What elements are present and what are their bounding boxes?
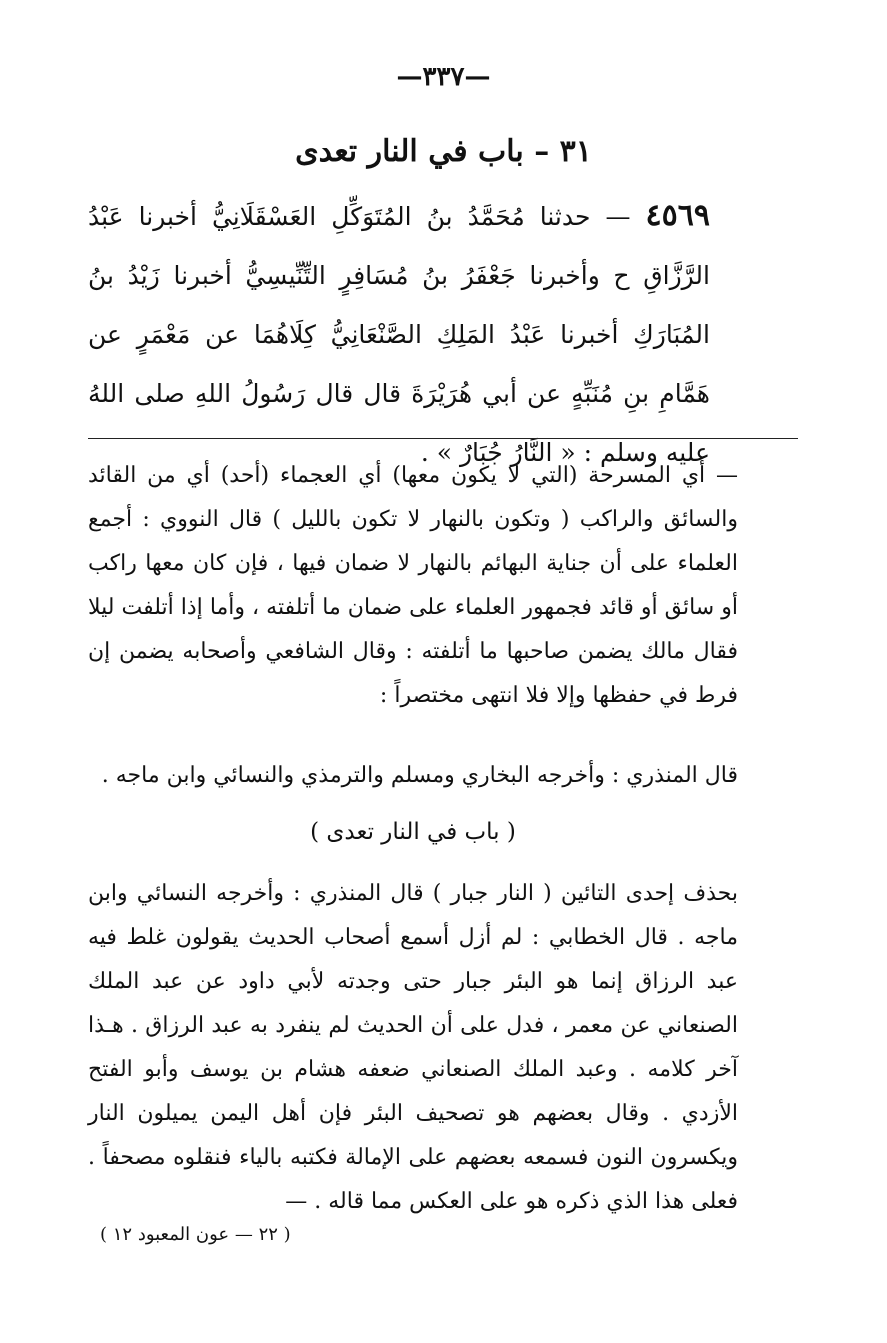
section-sub-title: ( باب في النار تعدى ) bbox=[310, 819, 516, 845]
signature-footer: ( ٢٢ — عون المعبود ١٢ ) bbox=[100, 1224, 291, 1245]
commentary-paragraph-1: — أي المسرحة (التي لا يكون معها) أي العجماء (أحد) أي من القائد والسائق والراكب ( وتكون بالنهار لا تكون بالليل ) قال النووي : أجمع العلماء على أن جناية البهائم بالنهار لا ضمان فيها ، فإن كان معها راكب أو سائق أو قائد فجمهور العلماء على ضمان ما أتلفته ، وأما إذا أتلفت ليلا فقال مالك يضمن صاحبها ما أتلفته : وقال الشافعي وأصحابه يضمن إن فرط في حفظها وإلا فلا انتهى مختصراً : bbox=[88, 463, 738, 708]
chapter-dash: – bbox=[534, 134, 550, 169]
munzhiri-note: قال المنذري : وأخرجه البخاري ومسلم والترمذي والنسائي وابن ماجه . bbox=[101, 763, 738, 788]
chapter-number: ٣١ bbox=[559, 134, 592, 169]
page-number: —٣٣٧— bbox=[396, 62, 491, 92]
chapter-title-text: باب في النار تعدى bbox=[295, 134, 524, 169]
hadith-number: ٤٥٦٩ bbox=[645, 198, 710, 233]
hadith-text: — حدثنا مُحَمَّدُ بنُ المُتَوَكِّلِ العَسْقَلَانِيُّ أخبرنا عَبْدُ الرَّزَّاقِ ح وأخبرنا جَعْفَرُ بنُ مُسَافِرٍ التِّنِّيسِيُّ أخبرنا زَيْدُ بنُ المُبَارَكِ أخبرنا عَبْدُ المَلِكِ الصَّنْعَانِيُّ كِلَاهُمَا عن مَعْمَرٍ عن هَمَّامِ بنِ مُنَبِّهٍ عن أبي هُرَيْرَةَ قال قال رَسُولُ اللهِ صلى اللهُ عليه وسلم : « النَّارُ جُبَارٌ » . bbox=[88, 202, 710, 467]
commentary bbox=[88, 454, 738, 1224]
footnote-divider bbox=[88, 438, 798, 439]
chapter-title bbox=[0, 134, 887, 169]
commentary-paragraph-3: بحذف إحدى التائين ( النار جبار ) قال المنذري : وأخرجه النسائي وابن ماجه . قال الخطابي : لم أزل أسمع أصحاب الحديث يقولون غلط فيه عبد الرزاق إنما هو البئر جبار حتى وجدته لأبي داود عن عبد الملك الصنعاني عن معمر ، فدل على أن الحديث لم ينفرد به عبد الرزاق . هـذا آخر كلامه . وعبد الملك الصنعاني ضعفه هشام بن يوسف وأبو الفتح الأزدي . وقال بعضهم هو تصحيف البئر فإن أهل اليمن يميلون النار ويكسرون النون فسمعه بعضهم على الإمالة فكتبه بالياء فنقلوه مصحفاً . فعلى هذا الذي ذكره هو على العكس مما قاله . — bbox=[88, 881, 738, 1214]
